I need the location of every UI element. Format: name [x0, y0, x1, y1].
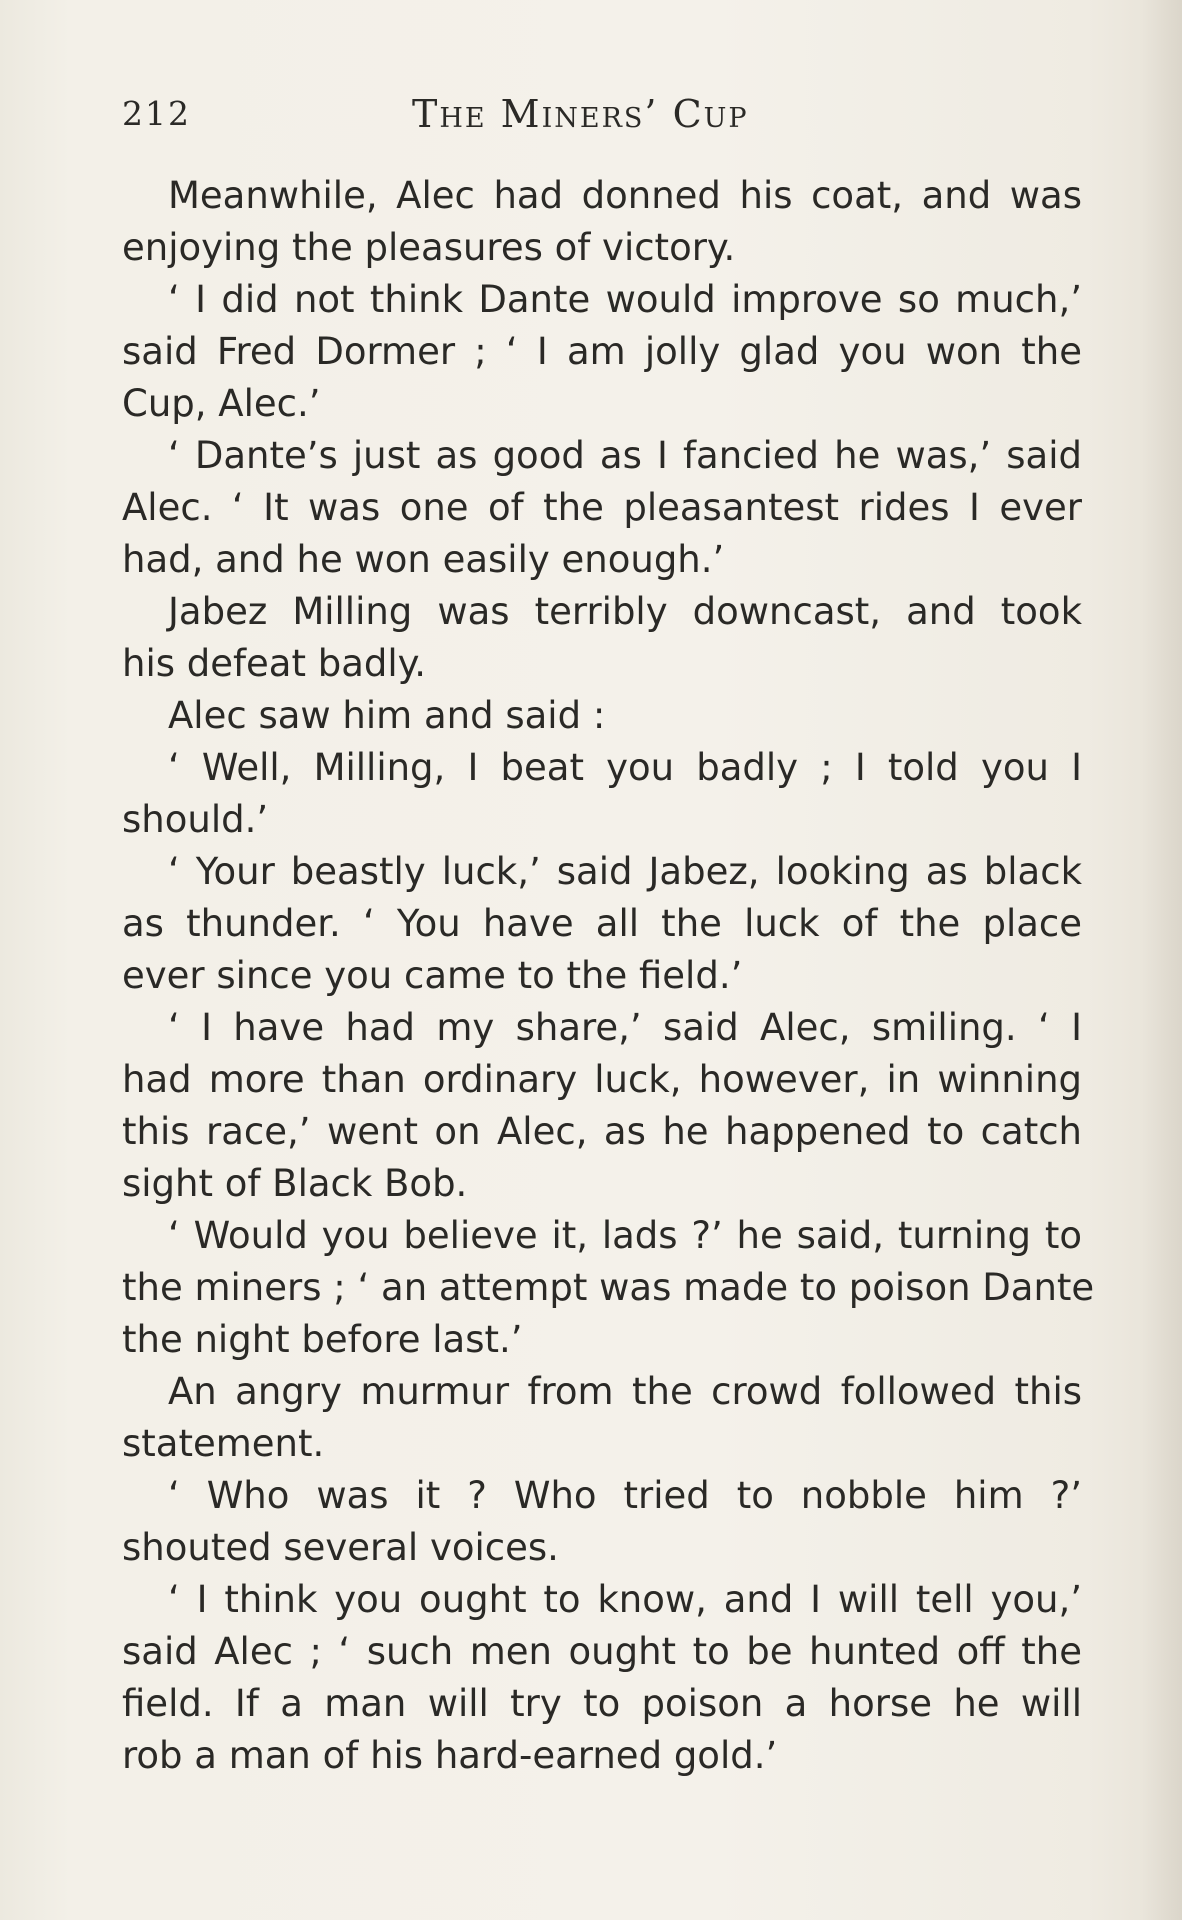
text-line: Jabez Milling was terribly downcast, and took [168, 590, 1082, 633]
text-line: Meanwhile, Alec had donned his coat, and was [168, 174, 1082, 217]
page-number: 212 [122, 94, 191, 133]
text-line: ‘ I did not think Dante would improve so much,’ [168, 278, 1082, 321]
text-line: An angry murmur from the crowd followed this [168, 1370, 1082, 1413]
page-header [122, 92, 1082, 140]
text-line: ever since you came to the field.’ [122, 954, 743, 997]
text-line: statement. [122, 1422, 325, 1465]
text-line: ‘ I have had my share,’ said Alec, smiling. ‘ I [168, 1006, 1082, 1049]
text-line: as thunder. ‘ You have all the luck of the place [122, 902, 1082, 945]
running-title: The Miners’ Cup [412, 92, 749, 136]
text-line: shouted several voices. [122, 1526, 559, 1569]
text-line: had, and he won easily enough.’ [122, 538, 725, 581]
text-line: the night before last.’ [122, 1318, 523, 1361]
body-text [122, 170, 1095, 1782]
text-line: the miners ; ‘ an attempt was made to poison Dante [122, 1266, 1095, 1309]
text-line: ‘ Well, Milling, I beat you badly ; I told you I [168, 746, 1082, 789]
text-line: sight of Black Bob. [122, 1162, 468, 1205]
text-line: Cup, Alec.’ [122, 382, 321, 425]
text-line: this race,’ went on Alec, as he happened to catch [122, 1110, 1082, 1153]
text-line: ‘ Who was it ? Who tried to nobble him ?’ [168, 1474, 1082, 1517]
text-line: ‘ Would you believe it, lads ?’ he said, turning to [168, 1214, 1082, 1257]
text-line: said Alec ; ‘ such men ought to be hunted off the [122, 1630, 1082, 1673]
text-line: his defeat badly. [122, 642, 427, 685]
text-line: Alec. ‘ It was one of the pleasantest rides I ever [122, 486, 1082, 529]
text-line: said Fred Dormer ; ‘ I am jolly glad you won the [122, 330, 1082, 373]
text-line: ‘ Your beastly luck,’ said Jabez, looking as black [168, 850, 1082, 893]
text-line: had more than ordinary luck, however, in winning [122, 1058, 1082, 1101]
text-line: ‘ I think you ought to know, and I will tell you,’ [168, 1578, 1082, 1621]
text-line: ‘ Dante’s just as good as I fancied he was,’ said [168, 434, 1082, 477]
text-line: Alec saw him and said : [168, 694, 606, 737]
page-edge-shadow [1142, 0, 1182, 1920]
text-line: rob a man of his hard-earned gold.’ [122, 1734, 778, 1777]
text-line: should.’ [122, 798, 269, 841]
text-line: enjoying the pleasures of victory. [122, 226, 736, 269]
text-line: field. If a man will try to poison a horse he will [122, 1682, 1082, 1725]
